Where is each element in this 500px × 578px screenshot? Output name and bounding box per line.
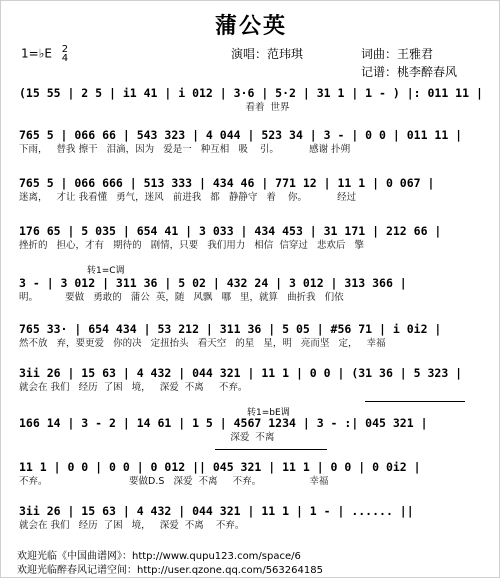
key-label: 1=♭E — [21, 46, 52, 61]
score-row-5 — [19, 275, 485, 304]
composer-credit: 词曲：王雅君 — [361, 47, 434, 61]
volta-bracket — [215, 449, 327, 450]
score-row-1 — [19, 85, 485, 114]
lyrics-line: 就会在 我们 经历 了困 境， 深爱 不离 不弃。 — [19, 382, 248, 393]
score-row-10 — [19, 503, 485, 532]
notes-line: 765 5 | 066 666 | 513 333 | 434 46 | 771 12 | 11 1 | 0 067 | — [19, 176, 435, 190]
modulation-mark: 转1=C调 — [87, 266, 125, 276]
notes-line: (15 55 | 2 5 | i1 41 | i 012 | 3·6 | 5·2 | 31 1 | 1 - ) |: 011 11 | — [19, 86, 483, 100]
notes-line: 176 65 | 5 035 | 654 41 | 3 033 | 434 453 | 31 171 | 212 66 | — [19, 224, 442, 238]
key-signature — [21, 45, 68, 63]
lyrics-line: 明。 要做 勇敢的 蒲公 英，随 风飘 哪 里，就算 曲折我 们依 — [19, 292, 344, 303]
meter-top: 2 — [61, 44, 69, 55]
lyrics-line: 下雨， 替我 擦干 泪滴，因为 爱是一 种互相 吸 引。 感谢 扑朔 — [19, 144, 351, 155]
notes-line: 3ii 26 | 15 63 | 4 432 | 044 321 | 11 1 | 0 0 | (31 36 | 5 323 | — [19, 366, 463, 380]
notes-line: 3 - | 3 012 | 311 36 | 5 02 | 432 24 | 3 012 | 313 366 | — [19, 276, 407, 290]
notes-line: 765 5 | 066 66 | 543 323 | 4 044 | 523 34 | 3 - | 0 0 | 011 11 | — [19, 128, 463, 142]
score-row-9 — [19, 459, 485, 488]
score-row-6 — [19, 321, 485, 350]
notes-line: 3ii 26 | 15 63 | 4 432 | 044 321 | 11 1 | 1 - | ...... || — [19, 504, 414, 518]
footer-link-1[interactable]: 欢迎光临《中国曲谱网》：http://www.qupu123.com/space/6 — [17, 551, 301, 562]
singer-credit: 演唱：范玮琪 — [231, 47, 304, 61]
score-row-8 — [19, 415, 485, 444]
arranger-credit: 记谱：桃李醉春风 — [361, 65, 458, 79]
notes-line: 11 1 | 0 0 | 0 0 | 0 012 || 045 321 | 11 1 | 0 0 | 0 0i2 | — [19, 460, 421, 474]
score-row-7 — [19, 365, 485, 394]
meter-bottom: 4 — [61, 53, 69, 64]
lyrics-line: 深爱 不离 — [19, 432, 275, 443]
lyrics-line: 挫折的 担心，才有 期待的 剧情，只要 我们用力 相信 信穿过 悲欢后 擎 — [19, 240, 364, 251]
notes-line: 765 33· | 654 434 | 53 212 | 311 36 | 5 05 | #56 71 | i 0i2 | — [19, 322, 442, 336]
score-row-2 — [19, 127, 485, 156]
notes-line: 166 14 | 3 - 2 | 14 61 | 1 5 | 4567 1234 | 3 - :| 045 321 | — [19, 416, 428, 430]
lyrics-line: 看着 世界 — [19, 102, 290, 113]
lyrics-line: 就会在 我们 经历 了困 境， 深爱 不离 不弃。 — [19, 520, 245, 531]
lyrics-line: 迷离， 才让 我看懂 勇气，迷风 前进我 都 静静守 着 你。 经过 — [19, 192, 357, 203]
lyrics-line: 然不放 弃，要更爱 你的决 定扭抬头 看天空 的星 星，明 亮而坚 定， 幸福 — [19, 338, 386, 349]
time-signature — [62, 45, 68, 63]
lyrics-line: 不弃。 要做D.S 深爱 不离 不弃。 幸福 — [19, 476, 329, 487]
volta-bracket — [365, 401, 465, 402]
footer-link-2[interactable]: 欢迎光临醉春风记谱空间：http://user.qzone.qq.com/563264185 — [17, 565, 323, 576]
modulation-mark: 转1=bE调 — [247, 408, 290, 418]
score-row-3 — [19, 175, 485, 204]
score-row-4 — [19, 223, 485, 252]
song-title: 蒲公英 — [214, 13, 287, 39]
